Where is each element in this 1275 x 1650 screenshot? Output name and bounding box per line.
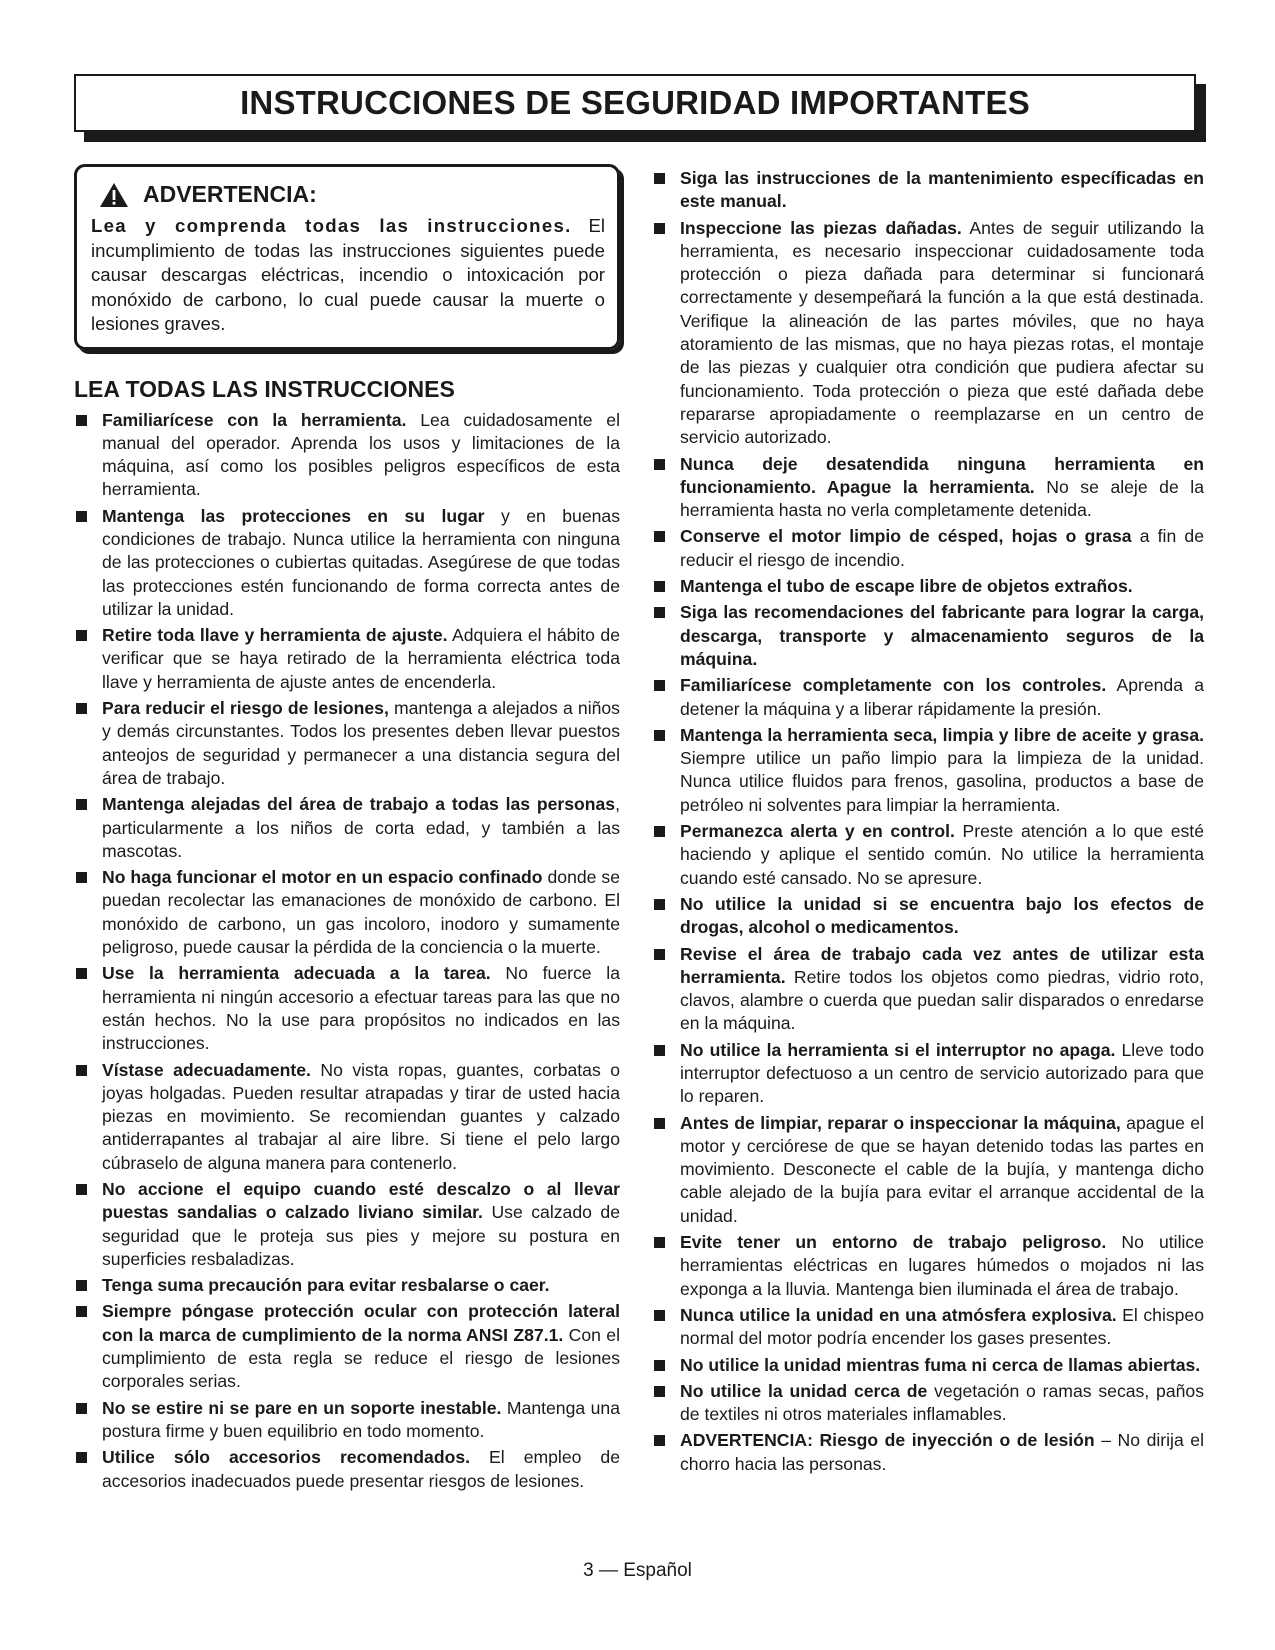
item-lead: Conserve el motor limpio de césped, hojas o grasa xyxy=(680,526,1132,547)
item-text: Mantenga una postura firme y buen equilibrio en todo momento. xyxy=(102,1397,621,1441)
title-box xyxy=(74,74,1196,132)
list-item xyxy=(74,409,620,502)
square-bullet-icon xyxy=(654,531,665,542)
item-lead: No utilice la unidad cerca de xyxy=(680,1380,928,1401)
square-bullet-icon xyxy=(76,630,87,641)
square-bullet-icon xyxy=(654,581,665,592)
list-item xyxy=(652,674,1204,721)
list-item xyxy=(652,217,1204,450)
item-lead: No utilice la unidad si se encuentra bajo los efectos de drogas, alcohol o medicamentos. xyxy=(680,893,1204,938)
item-text: Aprenda a detener la máquina y a liberar rápidamente la presión. xyxy=(680,675,1204,719)
item-text: Antes de seguir utilizando la herramienta, es necesario inspeccionar cuidadosamente toda protección o pieza dañada para determinar si funcionará correctamente y desempeñará la función a la que está destinada. Verifique la alineación de las partes móviles, que no haya atoramiento de las mismas, que no haya piezas rotas, el montaje de las piezas y cualquier otra condición que pudiera afectar su funcionamiento. Toda protección o pieza que esté dañada debe repararse apropiadamente o reemplazarse en un centro de servicio autorizado. xyxy=(680,217,1204,448)
square-bullet-icon xyxy=(76,1306,87,1317)
item-text: y en buenas condiciones de trabajo. Nunca utilice la herramienta con ninguna de las protecciones o cubiertas quitadas. Asegúrese de que todas las protecciones estén funcionando de forma correcta antes de utilizar la unidad. xyxy=(102,505,620,619)
item-lead: Mantenga alejadas del área de trabajo a todas las personas xyxy=(102,794,616,815)
list-item xyxy=(74,1178,620,1271)
list-item xyxy=(652,943,1204,1036)
item-lead: Familiarícese completamente con los controles. xyxy=(680,675,1107,696)
item-text: Lleve todo interruptor defectuoso a un centro de servicio autorizado para que lo reparen. xyxy=(680,1039,1204,1107)
square-bullet-icon xyxy=(76,1280,87,1291)
square-bullet-icon xyxy=(76,1452,87,1463)
list-item xyxy=(652,601,1204,671)
square-bullet-icon xyxy=(654,607,665,618)
square-bullet-icon xyxy=(76,1403,87,1414)
item-text: , particularmente a los niños de corta edad, y también a las mascotas. xyxy=(102,794,620,861)
square-bullet-icon xyxy=(654,1435,665,1446)
item-lead: Revise el área de trabajo cada vez antes de utilizar esta herramienta. xyxy=(680,943,1204,987)
item-text: No se aleje de la herramienta hasta no verla completamente detenida. xyxy=(680,476,1204,521)
item-lead: Permanezca alerta y en control. xyxy=(680,821,955,842)
list-item xyxy=(652,1354,1204,1377)
item-lead: Para reducir el riesgo de lesiones, xyxy=(102,698,389,719)
list-item xyxy=(652,1039,1204,1109)
square-bullet-icon xyxy=(654,1386,665,1397)
list-item xyxy=(652,1231,1204,1301)
item-lead: Vístase adecuadamente. xyxy=(102,1059,311,1080)
item-text: Siempre utilice un paño limpio para la limpieza de la unidad. Nunca utilice fluidos para frenos, gasolina, productos a base de petróleo ni solventes para limpiar la herramienta. xyxy=(680,748,1204,815)
list-item xyxy=(74,1059,620,1175)
list-item xyxy=(652,1429,1204,1476)
item-text: apague el motor y cerciórese de que se hayan detenido todas las partes en movimiento. Desconecte el cable de la bujía, y mantenga dicho cable alejado de la bujía para evitar el arranque accidental de la unidad. xyxy=(680,1112,1204,1226)
square-bullet-icon xyxy=(76,1184,87,1195)
square-bullet-icon xyxy=(654,1360,665,1371)
item-text: – No dirija el chorro hacia las personas. xyxy=(680,1430,1204,1474)
list-item xyxy=(652,724,1204,817)
square-bullet-icon xyxy=(76,968,87,979)
item-lead: No utilice la herramienta si el interruptor no apaga. xyxy=(680,1039,1116,1060)
list-item xyxy=(652,893,1204,940)
list-item xyxy=(74,1446,620,1493)
list-item xyxy=(74,866,620,959)
item-lead: Mantenga las protecciones en su lugar xyxy=(102,505,485,526)
right-column xyxy=(652,167,1204,1479)
item-lead: Inspeccione las piezas dañadas. xyxy=(680,217,962,238)
square-bullet-icon xyxy=(76,511,87,522)
item-lead: Mantenga la herramienta seca, limpia y libre de aceite y grasa. xyxy=(680,724,1204,745)
item-lead: Familiarícese con la herramienta. xyxy=(102,409,407,430)
item-text: No vista ropas, guantes, corbatas o joyas holgadas. Pueden resultar atrapadas y tirar de usted hacia piezas en movimiento. Se recomiendan guantes y calzado antiderrapantes al trabajar al aire libre. Si tiene el pelo largo cúbraselo de alguna manera para contenerlo. xyxy=(102,1059,620,1173)
square-bullet-icon xyxy=(654,173,665,184)
list-item xyxy=(652,820,1204,890)
list-item xyxy=(74,697,620,790)
list-item xyxy=(652,1380,1204,1427)
section-heading: LEA TODAS LAS INSTRUCCIONES xyxy=(74,375,455,402)
square-bullet-icon xyxy=(654,223,665,234)
square-bullet-icon xyxy=(654,899,665,910)
item-text: mantenga a alejados a niños y demás circunstantes. Todos los presentes deben llevar puestos anteojos de seguridad y permanecer a una distancia segura del área de trabajo. xyxy=(102,698,620,788)
warning-triangle-icon xyxy=(99,182,129,208)
list-item xyxy=(74,1300,620,1393)
square-bullet-icon xyxy=(76,415,87,426)
list-item xyxy=(652,1304,1204,1351)
item-lead: Utilice sólo accesorios recomendados. xyxy=(102,1447,471,1468)
warning-header xyxy=(91,181,605,208)
item-text: Retire todos los objetos como piedras, vidrio roto, clavos, alambre o cuerda que puedan salir disparados o enredarse en la máquina. xyxy=(680,966,1204,1034)
item-text: Con el cumplimiento de esta regla se reduce el riesgo de lesiones corporales serias. xyxy=(102,1324,620,1392)
page-title: INSTRUCCIONES DE SEGURIDAD IMPORTANTES xyxy=(240,84,1030,121)
item-lead: No haga funcionar el motor en un espacio confinado xyxy=(102,867,543,888)
item-text: Lea cuidadosamente el manual del operador. Aprenda los usos y limitaciones de la máquina, así como los posibles peligros específicos de esta herramienta. xyxy=(102,409,620,500)
square-bullet-icon xyxy=(76,703,87,714)
left-instruction-list xyxy=(74,409,620,1493)
item-text: donde se puedan recolectar las emanaciones de monóxido de carbono. El monóxido de carbono, un gas incoloro, inodoro y sumamente peligroso, puede causar la pérdida de la conciencia o la muerte. xyxy=(102,867,620,958)
item-text: Use calzado de seguridad que le proteja sus pies y mejore su postura en superficies resbaladizas. xyxy=(102,1202,620,1269)
item-text: a fin de reducir el riesgo de incendio. xyxy=(680,526,1204,570)
item-lead: No utilice la unidad mientras fuma ni cerca de llamas abiertas. xyxy=(680,1354,1201,1375)
item-lead: Nunca deje desatendida ninguna herramienta en funcionamiento. Apague la herramienta. xyxy=(680,453,1204,497)
item-lead: Siga las instrucciones de la mantenimiento específicadas en este manual. xyxy=(680,168,1204,212)
list-item xyxy=(74,1397,620,1444)
item-text: Preste atención a lo que esté haciendo y aplique el sentido común. No utilice la herramienta cuando esté cansado. No se apresure. xyxy=(680,821,1204,888)
list-item xyxy=(74,962,620,1055)
item-lead: ADVERTENCIA: Riesgo de inyección o de lesión xyxy=(680,1430,1095,1451)
item-text: El chispeo normal del motor podría encender los gases presentes. xyxy=(680,1304,1205,1349)
square-bullet-icon xyxy=(654,459,665,470)
square-bullet-icon xyxy=(654,1237,665,1248)
item-lead: Siempre póngase protección ocular con protección lateral con la marca de cumplimiento de la norma ANSI Z87.1. xyxy=(102,1301,620,1345)
warning-lead: Lea y comprenda todas las instrucciones. xyxy=(91,215,572,236)
warning-body: El incumplimiento de todas las instrucciones siguientes puede causar descargas eléctricas, incendio o intoxicación por monóxido de carbono, lo cual puede causar la muerte o lesiones graves. xyxy=(91,215,606,334)
item-lead: Nunca utilice la unidad en una atmósfera explosiva. xyxy=(680,1304,1117,1325)
warning-text xyxy=(91,214,605,337)
item-text: El empleo de accesorios inadecuados puede presentar riesgos de lesiones. xyxy=(102,1447,620,1491)
square-bullet-icon xyxy=(654,730,665,741)
square-bullet-icon xyxy=(76,1065,87,1076)
item-lead: Antes de limpiar, reparar o inspeccionar la máquina, xyxy=(680,1112,1121,1133)
item-text: vegetación o ramas secas, paños de textiles ni otros materiales inflamables. xyxy=(680,1380,1204,1425)
item-lead: Tenga suma precaución para evitar resbalarse o caer. xyxy=(102,1275,550,1296)
square-bullet-icon xyxy=(654,1045,665,1056)
list-item xyxy=(652,167,1204,214)
item-text: No utilice herramientas eléctricas en lugares húmedos o mojados ni las exponga a la lluvia. Mantenga bien iluminada el área de trabajo. xyxy=(680,1232,1204,1299)
list-item xyxy=(652,575,1204,598)
list-item xyxy=(652,1112,1204,1228)
item-text: No fuerce la herramienta ni ningún accesorio a efectuar tareas para las que no están hechos. No la use para propósitos no indicados en las instrucciones. xyxy=(102,963,620,1054)
page-footer: 3 — Español xyxy=(583,1560,692,1581)
square-bullet-icon xyxy=(654,826,665,837)
list-item xyxy=(652,525,1204,572)
item-lead: Mantenga el tubo de escape libre de objetos extraños. xyxy=(680,576,1133,597)
square-bullet-icon xyxy=(654,1118,665,1129)
list-item xyxy=(74,793,620,863)
list-item xyxy=(652,453,1204,523)
square-bullet-icon xyxy=(76,799,87,810)
square-bullet-icon xyxy=(654,1310,665,1321)
square-bullet-icon xyxy=(76,872,87,883)
item-lead: Siga las recomendaciones del fabricante para lograr la carga, descarga, transporte y almacenamiento seguros de la máquina. xyxy=(680,602,1204,669)
list-item xyxy=(74,1274,620,1297)
item-lead: Evite tener un entorno de trabajo peligroso. xyxy=(680,1232,1107,1253)
item-lead: Retire toda llave y herramienta de ajuste. xyxy=(102,625,448,646)
list-item xyxy=(74,505,620,621)
item-text: Adquiera el hábito de verificar que se haya retirado de la herramienta eléctrica toda llave y herramienta de ajuste antes de encenderla. xyxy=(102,625,620,692)
list-item xyxy=(74,624,620,694)
item-lead: No accione el equipo cuando esté descalzo o al llevar puestas sandalias o calzado liviano similar. xyxy=(102,1179,620,1223)
left-column xyxy=(74,164,620,1496)
item-lead: Use la herramienta adecuada a la tarea. xyxy=(102,963,491,984)
warning-box xyxy=(74,164,620,350)
square-bullet-icon xyxy=(654,949,665,960)
warning-heading: ADVERTENCIA: xyxy=(143,181,317,207)
square-bullet-icon xyxy=(654,680,665,691)
right-instruction-list xyxy=(652,167,1204,1476)
item-lead: No se estire ni se pare en un soporte inestable. xyxy=(102,1397,502,1418)
